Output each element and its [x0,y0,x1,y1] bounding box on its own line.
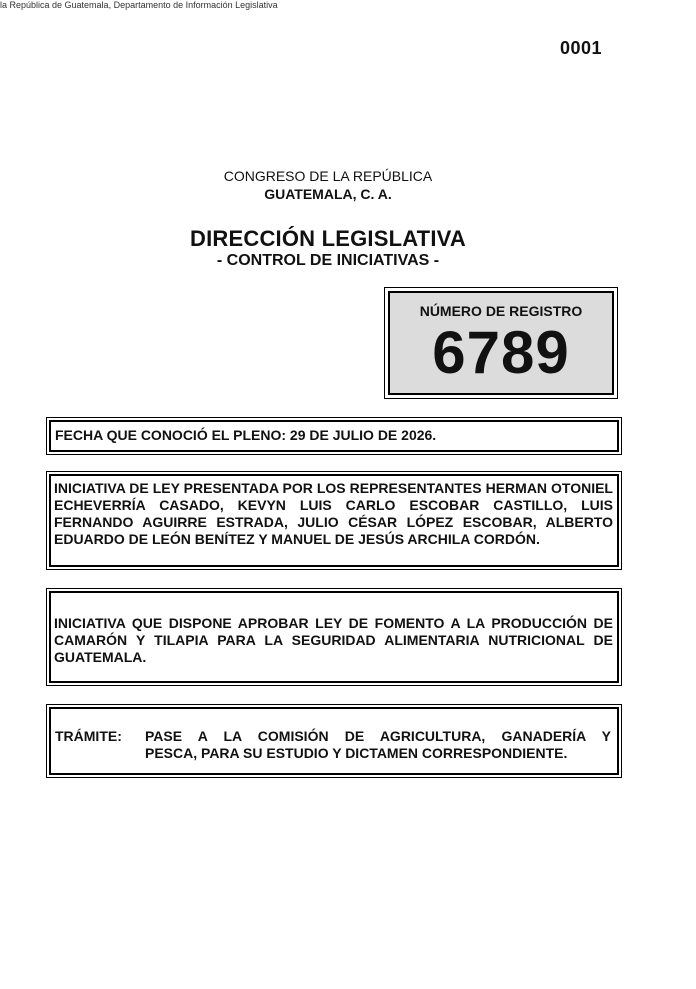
title-main: DIRECCIÓN LEGISLATIVA [190,226,466,251]
document-title [0,226,656,270]
source-line: la República de Guatemala, Departamento de Información Legislativa [0,0,278,10]
fecha-text: FECHA QUE CONOCIÓ EL PLENO: 29 DE JULIO DE 2026. [49,420,619,452]
registro-label: NÚMERO DE REGISTRO [419,303,583,319]
page-number: 0001 [560,38,603,58]
registro-inner [388,291,614,395]
tramite-line-1: PASE A LA COMISIÓN DE AGRICULTURA, GANADERÍA Y [145,728,611,744]
institution-header [0,168,656,202]
tramite-label: TRÁMITE: [55,728,122,744]
institution-name: CONGRESO DE LA REPÚBLICA [223,168,433,184]
tramite-text [145,728,611,773]
registro-number: 6789 [432,319,570,386]
title-sub: - CONTROL DE INICIATIVAS - [216,252,440,269]
tramite-box [46,704,622,778]
registro-box [384,287,618,399]
tramite-line-2: PESCA, PARA SU ESTUDIO Y DICTAMEN CORRESPONDIENTE. [145,745,568,761]
tramite-inner [49,707,619,775]
iniciativa-box [46,471,622,570]
dispone-text: INICIATIVA QUE DISPONE APROBAR LEY DE FOMENTO A LA PRODUCCIÓN DE CAMARÓN Y TILAPIA PARA LA SEGURIDAD ALIMENTARIA NUTRICIONAL DE GUATEMALA. [49,591,619,683]
dispone-box [46,588,622,686]
country-name: GUATEMALA, C. A. [264,186,392,202]
fecha-box [46,417,622,455]
iniciativa-text: INICIATIVA DE LEY PRESENTADA POR LOS REPRESENTANTES HERMAN OTONIEL ECHEVERRÍA CASADO, KEVYN LUIS CARLO ESCOBAR CASTILLO, LUIS FERNANDO AGUIRRE ESTRADA, JULIO CÉSAR LÓPEZ ESCOBAR, ALBERTO EDUARDO DE LEÓN BENÍTEZ Y MANUEL DE JESÚS ARCHILA CORDÓN. [49,474,619,567]
